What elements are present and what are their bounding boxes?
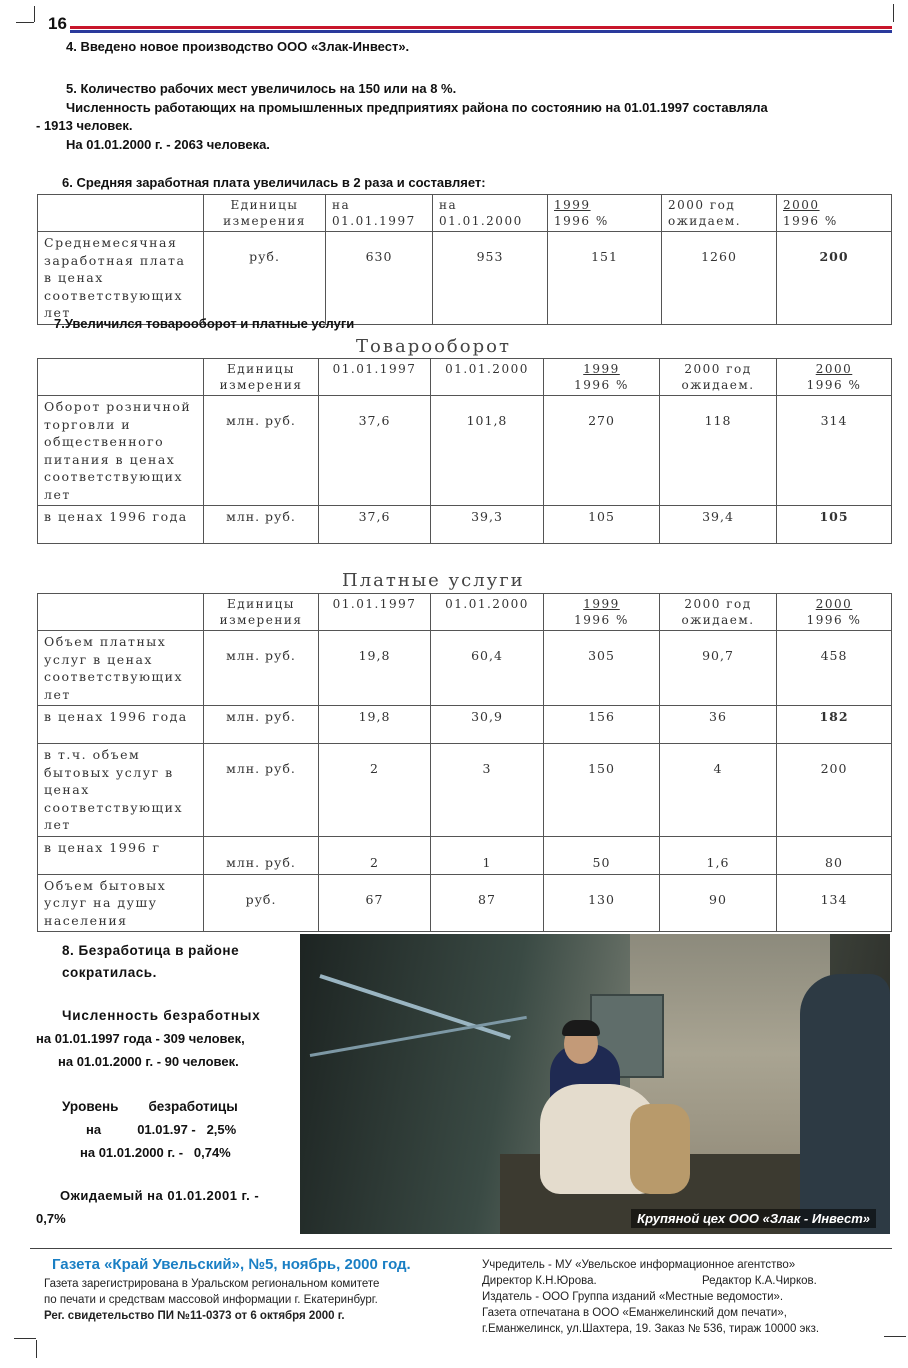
header-1996-pct: 1996 % <box>574 378 629 392</box>
row-pct1999: 156 <box>544 706 660 744</box>
trade-table-title: Товарооборот <box>356 336 511 357</box>
header-cell-empty <box>38 359 204 396</box>
row-pct2000: 80 <box>777 836 892 874</box>
row-exp2000: 39,4 <box>660 506 777 544</box>
table-header-row <box>38 594 892 631</box>
row-pct1999: 151 <box>548 232 662 325</box>
header-1996-pct-2: 1996 % <box>806 613 862 627</box>
section-5-line3: - 1913 человек. <box>36 118 133 133</box>
header-unit: Единицы измерения <box>204 359 319 396</box>
header-2000-expected: 2000 год ожидаем. <box>660 594 777 631</box>
row-2000: 1 <box>431 836 544 874</box>
header-cell-empty <box>38 195 204 232</box>
header-1996-pct-2: 1996 % <box>806 378 862 392</box>
header-cell-empty <box>38 594 204 631</box>
section-5-line2: Численность работающих на промышленных предприятиях района по состоянию на 01.01.1997 составляла <box>66 100 768 115</box>
footer-director: Директор К.Н.Юрова. <box>482 1275 597 1287</box>
header-2000-pct <box>777 359 892 396</box>
table-row <box>38 232 892 325</box>
table-row <box>38 396 892 506</box>
crop-mark <box>893 4 894 22</box>
section-5-line4: На 01.01.2000 г. - 2063 человека. <box>66 137 270 152</box>
row-pct2000: 314 <box>777 396 892 506</box>
row-2000: 30,9 <box>431 706 544 744</box>
header-1997: на 01.01.1997 <box>326 195 433 232</box>
row-pct1999: 130 <box>544 874 660 932</box>
row-label: в ценах 1996 г <box>38 836 204 874</box>
row-unit: руб. <box>204 874 319 932</box>
table-row <box>38 874 892 932</box>
section-6-heading: 6. Средняя заработная плата увеличилась в 2 раза и составляет: <box>62 175 486 190</box>
header-2000: 01.01.2000 <box>431 594 544 631</box>
crop-mark <box>884 1336 906 1337</box>
header-unit: Единицы измерения <box>204 594 319 631</box>
table-header-row <box>38 195 892 232</box>
crop-mark <box>34 6 35 22</box>
section-8-line6: на 01.01.97 - 2,5% <box>86 1122 237 1137</box>
page-number: 16 <box>48 14 67 33</box>
header-1999-pct <box>544 359 660 396</box>
row-unit: млн. руб. <box>204 836 319 874</box>
footer-registration-2: по печати и средствам массовой информации г. Екатеринбург. <box>44 1294 378 1306</box>
row-label: Оборот розничной торговли и общественного питания в ценах соответствующих лет <box>38 396 204 506</box>
row-1997: 630 <box>326 232 433 325</box>
row-label: Объем бытовых услуг на душу населения <box>38 874 204 932</box>
row-unit: млн. руб. <box>204 744 319 837</box>
header-1997: 01.01.1997 <box>319 359 431 396</box>
factory-photo <box>300 934 890 1234</box>
photo-sack <box>630 1104 690 1194</box>
photo-person <box>800 974 890 1234</box>
row-2000: 60,4 <box>431 631 544 706</box>
header-2000-label: 2000 <box>815 362 853 376</box>
header-2000: 01.01.2000 <box>431 359 544 396</box>
row-1997: 19,8 <box>319 706 431 744</box>
header-unit: Единицы измерения <box>204 195 326 232</box>
salary-table <box>37 194 892 325</box>
row-label: в т.ч. объем бытовых услуг в ценах соответствующих лет <box>38 744 204 837</box>
section-8-line8: Ожидаемый на 01.01.2001 г. - <box>60 1188 260 1203</box>
trade-table <box>37 358 892 544</box>
row-2000: 101,8 <box>431 396 544 506</box>
row-2000: 87 <box>431 874 544 932</box>
header-1996-pct: 1996 % <box>554 214 609 228</box>
row-label: Среднемесячная заработная плата в ценах соответствующих лет <box>38 232 204 325</box>
row-2000: 3 <box>431 744 544 837</box>
footer-divider <box>30 1248 892 1249</box>
row-pct2000: 182 <box>777 706 892 744</box>
footer-address: г.Еманжелинск, ул.Шахтера, 19. Заказ № 536, тираж 10000 экз. <box>482 1323 820 1335</box>
header-1999-pct <box>544 594 660 631</box>
section-8-line9: 0,7% <box>36 1211 66 1226</box>
row-pct1999: 270 <box>544 396 660 506</box>
photo-caption: Крупяной цех ООО «Злак - Инвест» <box>631 1209 876 1228</box>
row-pct2000: 200 <box>777 232 892 325</box>
row-unit: млн. руб. <box>204 631 319 706</box>
section-4-text: 4. Введено новое производство ООО «Злак-Инвест». <box>66 39 410 54</box>
row-1997: 67 <box>319 874 431 932</box>
row-unit: млн. руб. <box>204 706 319 744</box>
services-table <box>37 593 892 932</box>
table-row <box>38 506 892 544</box>
row-exp2000: 118 <box>660 396 777 506</box>
row-pct1999: 105 <box>544 506 660 544</box>
row-1997: 37,6 <box>319 506 431 544</box>
services-table-title: Платные услуги <box>342 570 525 591</box>
header-1999: 1999 <box>583 597 620 611</box>
header-2000-label: 2000 <box>783 198 820 212</box>
table-header-row <box>38 359 892 396</box>
row-pct2000: 458 <box>777 631 892 706</box>
row-pct1999: 305 <box>544 631 660 706</box>
photo-worker-cap <box>562 1020 600 1036</box>
row-label: в ценах 1996 года <box>38 706 204 744</box>
header-2000-pct <box>777 195 892 232</box>
row-1997: 37,6 <box>319 396 431 506</box>
row-2000: 39,3 <box>431 506 544 544</box>
row-pct2000: 134 <box>777 874 892 932</box>
header-2000: на 01.01.2000 <box>433 195 548 232</box>
row-2000: 953 <box>433 232 548 325</box>
footer-founder: Учредитель - МУ «Увельское информационное агентство» <box>482 1259 796 1271</box>
header-2000-label: 2000 <box>815 597 853 611</box>
row-unit: млн. руб. <box>204 506 319 544</box>
header-1997: 01.01.1997 <box>319 594 431 631</box>
crop-mark <box>36 1340 37 1358</box>
section-8-line7: на 01.01.2000 г. - 0,74% <box>80 1145 231 1160</box>
header-1999: 1999 <box>554 198 591 212</box>
section-8-line2: Численность безработных <box>62 1008 261 1023</box>
footer-registration: Газета зарегистрирована в Уральском региональном комитете <box>44 1278 380 1290</box>
row-exp2000: 1,6 <box>660 836 777 874</box>
row-pct2000: 105 <box>777 506 892 544</box>
header-2000-pct <box>777 594 892 631</box>
crop-mark <box>14 1338 36 1339</box>
row-exp2000: 4 <box>660 744 777 837</box>
header-1999-pct <box>548 195 662 232</box>
table-row <box>38 631 892 706</box>
header-2000-expected: 2000 год ожидаем. <box>662 195 777 232</box>
row-exp2000: 1260 <box>662 232 777 325</box>
section-8-heading: 8. Безработица в районе сократилась. <box>62 943 240 980</box>
header-1996-pct-2: 1996 % <box>783 214 838 228</box>
section-7-heading: 7.Увеличился товарооборот и платные услуги <box>54 316 355 331</box>
header-1999: 1999 <box>583 362 620 376</box>
row-exp2000: 90,7 <box>660 631 777 706</box>
section-8-line3: на 01.01.1997 года - 309 человек, <box>36 1031 245 1046</box>
footer-editor: Редактор К.А.Чирков. <box>702 1275 817 1287</box>
row-1997: 2 <box>319 836 431 874</box>
table-row <box>38 836 892 874</box>
row-pct1999: 50 <box>544 836 660 874</box>
footer-certificate: Рег. свидетельство ПИ №11-0373 от 6 октября 2000 г. <box>44 1310 345 1322</box>
row-1997: 2 <box>319 744 431 837</box>
row-pct1999: 150 <box>544 744 660 837</box>
row-unit: руб. <box>204 232 326 325</box>
table-row <box>38 744 892 837</box>
footer-staff <box>482 1274 882 1290</box>
row-unit: млн. руб. <box>204 396 319 506</box>
crop-mark <box>16 22 34 23</box>
section-5-line1: 5. Количество рабочих мест увеличилось на 150 или на 8 %. <box>66 81 457 96</box>
footer-publisher: Издатель - ООО Группа изданий «Местные ведомости». <box>482 1291 784 1303</box>
row-pct2000: 200 <box>777 744 892 837</box>
row-1997: 19,8 <box>319 631 431 706</box>
footer-title: Газета «Край Увельский», №5, ноябрь, 2000 год. <box>52 1256 411 1273</box>
section-8-line4: на 01.01.2000 г. - 90 человек. <box>58 1054 239 1069</box>
header-2000-expected: 2000 год ожидаем. <box>660 359 777 396</box>
header-1996-pct: 1996 % <box>574 613 629 627</box>
table-row <box>38 706 892 744</box>
header-stripe <box>70 26 892 33</box>
row-label: в ценах 1996 года <box>38 506 204 544</box>
row-label: Объем платных услуг в ценах соответствующих лет <box>38 631 204 706</box>
row-exp2000: 90 <box>660 874 777 932</box>
section-8-line5: Уровень безработицы <box>62 1099 238 1114</box>
row-exp2000: 36 <box>660 706 777 744</box>
footer-printer: Газета отпечатана в ООО «Еманжелинский дом печати», <box>482 1307 787 1319</box>
